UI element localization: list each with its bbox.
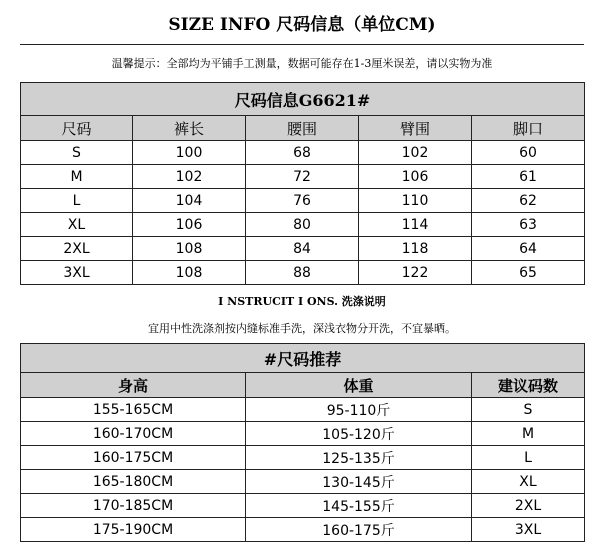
table-cell: XL: [472, 470, 585, 494]
table-cell: 100: [133, 141, 246, 165]
size-table-header: 尺码: [21, 116, 133, 141]
table-cell: 108: [133, 237, 246, 261]
recommend-table-row: [21, 518, 585, 542]
table-cell: 165-180CM: [21, 470, 246, 494]
table-cell: 3XL: [472, 518, 585, 542]
table-cell: 104: [133, 189, 246, 213]
recommend-table-header: 身高: [21, 373, 246, 398]
table-cell: 60: [472, 141, 585, 165]
table-cell: 102: [133, 165, 246, 189]
table-cell: 125-135斤: [246, 446, 472, 470]
table-cell: 84: [246, 237, 359, 261]
size-table-row: [21, 141, 585, 165]
table-cell: 106: [359, 165, 472, 189]
table-cell: L: [21, 189, 133, 213]
table-cell: 3XL: [21, 261, 133, 285]
table-cell: 175-190CM: [21, 518, 246, 542]
table-cell: 110: [359, 189, 472, 213]
table-cell: 102: [359, 141, 472, 165]
size-table-row: [21, 213, 585, 237]
table-cell: L: [472, 446, 585, 470]
table-cell: XL: [21, 213, 133, 237]
size-table-header: 臂围: [359, 116, 472, 141]
table-cell: 145-155斤: [246, 494, 472, 518]
table-cell: 2XL: [472, 494, 585, 518]
size-table-row: [21, 261, 585, 285]
table-cell: 63: [472, 213, 585, 237]
washing-instructions: 宜用中性洗涤剂按内缝标准手洗，深浅衣物分开洗，不宜暴晒。: [148, 322, 456, 335]
size-info-table: [20, 82, 585, 285]
table-cell: 80: [246, 213, 359, 237]
size-table-header: 脚口: [472, 116, 585, 141]
instructions-title: I NSTRUCIT I ONS. 洗涤说明: [218, 295, 386, 308]
table-cell: 105-120斤: [246, 422, 472, 446]
table-cell: M: [472, 422, 585, 446]
table-cell: 130-145斤: [246, 470, 472, 494]
size-table-title: 尺码信息G6621#: [21, 83, 585, 116]
table-cell: 68: [246, 141, 359, 165]
table-cell: 106: [133, 213, 246, 237]
table-cell: 61: [472, 165, 585, 189]
measurement-tip: 温馨提示：全部均为平铺手工测量，数据可能存在1-3厘米误差，请以实物为准: [111, 57, 493, 70]
table-cell: 64: [472, 237, 585, 261]
table-cell: 88: [246, 261, 359, 285]
table-cell: 2XL: [21, 237, 133, 261]
size-table-row: [21, 189, 585, 213]
title-divider: [20, 44, 584, 45]
table-cell: 122: [359, 261, 472, 285]
table-cell: 95-110斤: [246, 398, 472, 422]
table-cell: 76: [246, 189, 359, 213]
recommend-table-row: [21, 446, 585, 470]
size-table-row: [21, 165, 585, 189]
table-cell: 72: [246, 165, 359, 189]
recommend-table-row: [21, 398, 585, 422]
table-cell: 62: [472, 189, 585, 213]
table-cell: M: [21, 165, 133, 189]
size-table-header: 裤长: [133, 116, 246, 141]
recommend-table-header: 建议码数: [472, 373, 585, 398]
table-cell: 170-185CM: [21, 494, 246, 518]
table-cell: 155-165CM: [21, 398, 246, 422]
size-table-header: 腰围: [246, 116, 359, 141]
recommend-table-row: [21, 422, 585, 446]
table-cell: 160-170CM: [21, 422, 246, 446]
size-recommendation-table: [20, 343, 585, 542]
table-cell: 118: [359, 237, 472, 261]
recommend-table-row: [21, 470, 585, 494]
table-cell: 160-175CM: [21, 446, 246, 470]
recommend-table-row: [21, 494, 585, 518]
table-cell: 108: [133, 261, 246, 285]
table-cell: S: [472, 398, 585, 422]
recommend-table-header: 体重: [246, 373, 472, 398]
table-cell: 160-175斤: [246, 518, 472, 542]
page-title: SIZE INFO 尺码信息（单位CM): [168, 15, 436, 35]
recommend-table-title: #尺码推荐: [21, 344, 585, 373]
table-cell: 65: [472, 261, 585, 285]
size-table-row: [21, 237, 585, 261]
table-cell: 114: [359, 213, 472, 237]
table-cell: S: [21, 141, 133, 165]
